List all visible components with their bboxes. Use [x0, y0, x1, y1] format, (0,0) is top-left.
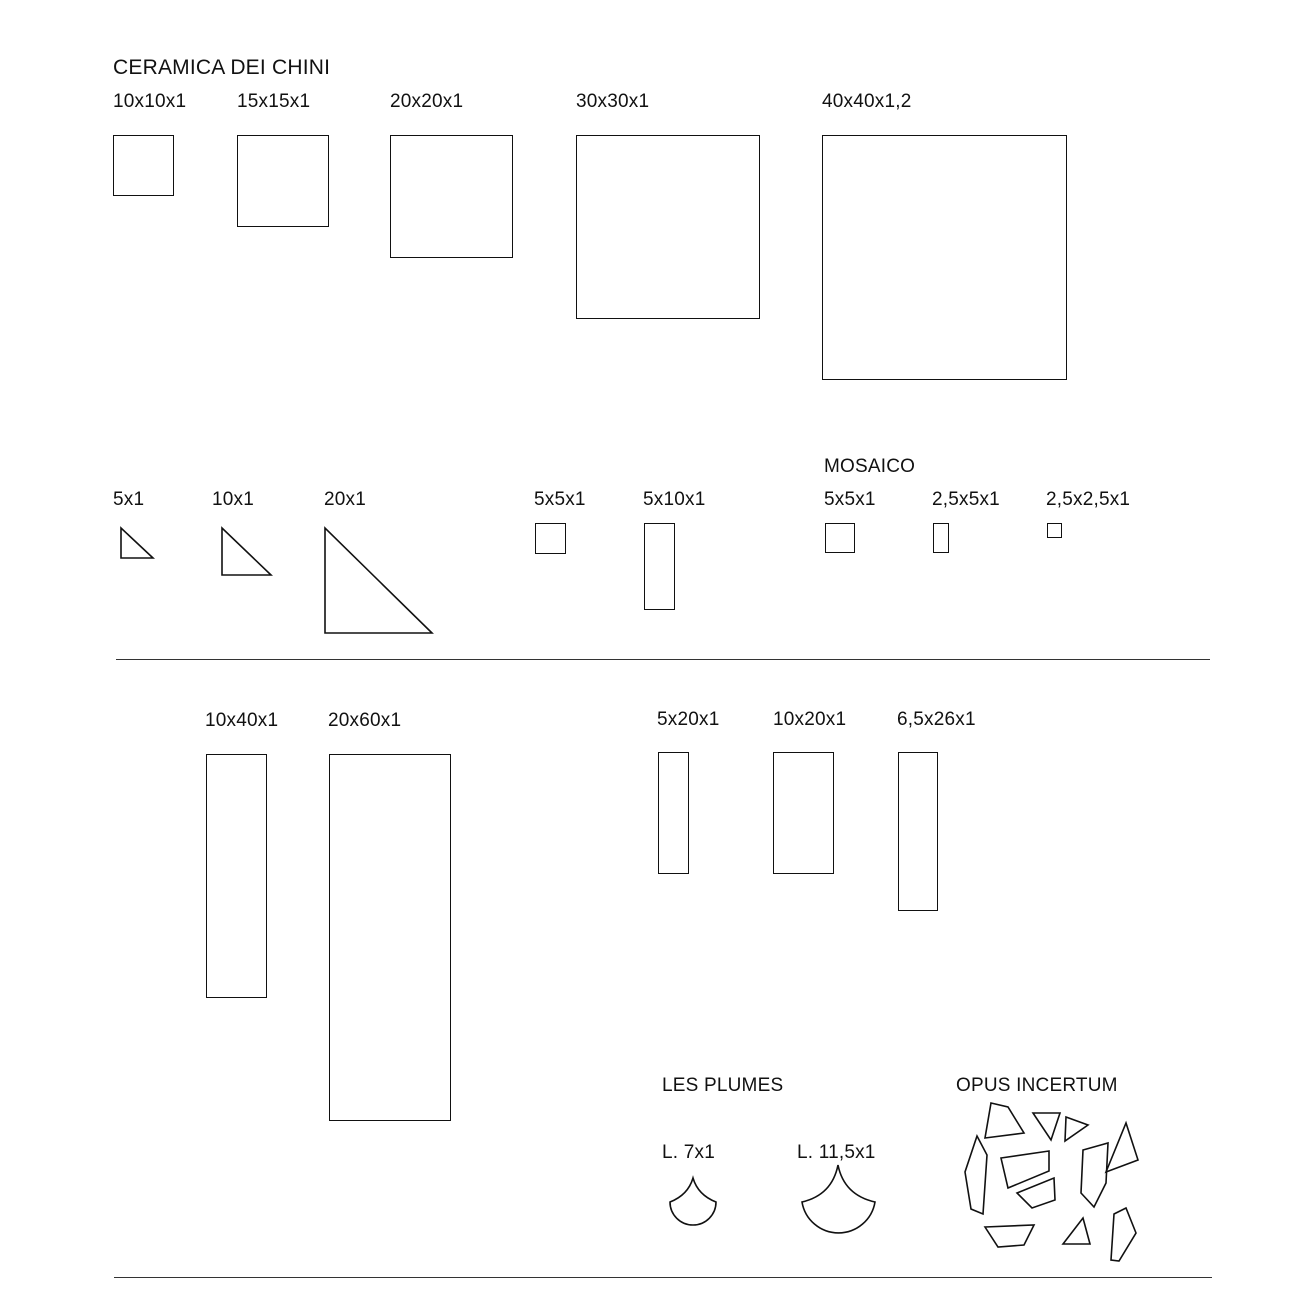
plume-11-5x1-label: L. 11,5x1: [797, 1142, 876, 1163]
small-tile-5x10-label: 5x10x1: [643, 489, 706, 510]
opus-piece: [1106, 1123, 1138, 1172]
small-tile-5x10: [644, 523, 675, 610]
mid-tile-6-5x26-label: 6,5x26x1: [897, 709, 976, 730]
mid-tile-10x20-label: 10x20x1: [773, 709, 847, 730]
mosaico-title: MOSAICO: [824, 456, 916, 477]
les-plumes-title: LES PLUMES: [662, 1075, 784, 1096]
square-30x30-tile: [576, 135, 760, 319]
mosaico-2-5x2-5-label: 2,5x2,5x1: [1046, 489, 1131, 510]
small-tile-5x5: [535, 523, 566, 554]
ceramica-title: CERAMICA DEI CHINI: [113, 56, 331, 79]
mid-tile-5x20-label: 5x20x1: [657, 709, 720, 730]
divider-bottom: [114, 1277, 1212, 1278]
long-tile-20x60: [329, 754, 451, 1121]
square-40x40-label: 40x40x1,2: [822, 91, 912, 112]
mosaico-2-5x5-label: 2,5x5x1: [932, 489, 1000, 510]
square-30x30-label: 30x30x1: [576, 91, 650, 112]
long-tile-10x40-label: 10x40x1: [205, 710, 279, 731]
square-15x15-tile: [237, 135, 329, 227]
mosaico-2-5x2-5-tile: [1047, 523, 1062, 538]
plume-7x1-tile: [670, 1178, 716, 1225]
mid-tile-6-5x26: [898, 752, 938, 911]
mosaico-5x5-tile: [825, 523, 855, 553]
opus-piece: [1001, 1151, 1049, 1188]
triangle-20x1-tile: [325, 528, 432, 633]
square-15x15-label: 15x15x1: [237, 91, 311, 112]
opus-piece: [965, 1136, 987, 1214]
opus-piece: [1033, 1113, 1060, 1140]
opus-piece: [1081, 1143, 1108, 1207]
small-tile-5x5-label: 5x5x1: [534, 489, 586, 510]
triangle-10x1-tile: [222, 528, 271, 575]
triangle-20x1-label: 20x1: [324, 489, 367, 510]
square-20x20-label: 20x20x1: [390, 91, 464, 112]
opus-piece: [1065, 1117, 1088, 1141]
opus-piece: [1017, 1178, 1055, 1208]
long-tile-10x40: [206, 754, 267, 998]
opus-incertum-pieces: [965, 1103, 1138, 1261]
mosaico-2-5x5-tile: [933, 523, 949, 553]
opus-piece: [1111, 1208, 1136, 1261]
triangle-5x1-label: 5x1: [113, 489, 145, 510]
triangle-5x1-tile: [121, 528, 153, 558]
square-40x40-tile: [822, 135, 1067, 380]
opus-incertum-title: OPUS INCERTUM: [956, 1075, 1118, 1096]
square-10x10-tile: [113, 135, 174, 196]
long-tile-20x60-label: 20x60x1: [328, 710, 402, 731]
opus-piece: [1063, 1218, 1090, 1244]
opus-piece: [985, 1103, 1024, 1138]
divider-top: [116, 659, 1210, 660]
plume-11-5x1-tile: [802, 1165, 875, 1233]
mosaico-5x5-label: 5x5x1: [824, 489, 876, 510]
mid-tile-10x20: [773, 752, 834, 874]
plume-7x1-label: L. 7x1: [662, 1142, 715, 1163]
square-10x10-label: 10x10x1: [113, 91, 187, 112]
triangle-10x1-label: 10x1: [212, 489, 255, 510]
opus-piece: [985, 1225, 1034, 1247]
square-20x20-tile: [390, 135, 513, 258]
mid-tile-5x20: [658, 752, 689, 874]
